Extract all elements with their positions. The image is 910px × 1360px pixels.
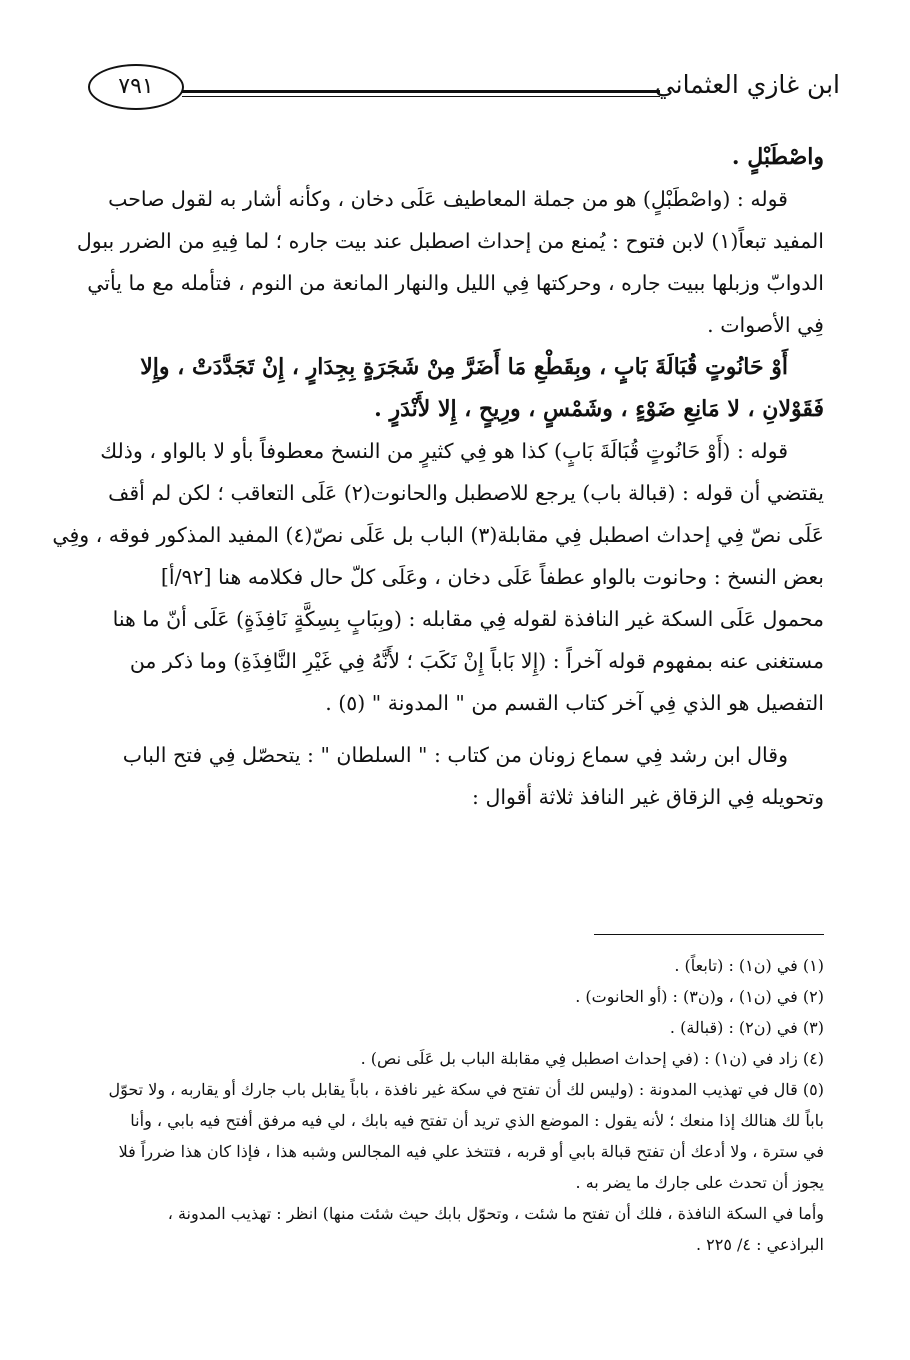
- footnote-continuation: في سترة ، ولا أدعك أن تفتح قبالة بابي أو قربه ، فتتخذ علي فيه المجالس وشبه هذا ، فإذا كان هذا ضرراً فلا: [118, 1142, 824, 1161]
- footnote: (٥) قال في تهذيب المدونة : (وليس لك أن تفتح في سكة غير نافذة ، باباً يقابل باب جارك أو يقاربه ، ولا تحوّل: [108, 1080, 824, 1099]
- text-line: فِي الأصوات .: [707, 313, 824, 337]
- matn-line: واصْطَبْلٍ .: [731, 144, 824, 170]
- text-line: وتحويله فِي الزقاق غير النافذ ثلاثة أقوال :: [472, 785, 824, 809]
- footnote-continuation: البراذعي : ٤/ ٢٢٥ .: [695, 1235, 824, 1254]
- footnote: (٢) في (ن١) ، و(ن٣) : (أو الحانوت) .: [575, 987, 824, 1006]
- matn-line: أَوْ حَانُوتٍ قُبَالَةَ بَابٍ ، وبِقَطْعِ مَا أَضَرَّ مِنْ شَجَرَةٍ بِجِدَارٍ ، إِنْ تَجَدَّدَتْ ، وإِلا: [140, 354, 788, 380]
- header-rule: [182, 90, 660, 93]
- text-line: مستغنى عنه بمفهوم قوله آخراً : (إِلا بَاباً إِنْ نَكَبَ ؛ لأَنَّهُ فِي غَيْرِ النَّافِذَةِ) وما ذكر من: [129, 649, 824, 673]
- text-line: عَلَى نصّ فِي إحداث اصطبل فِي مقابلة(٣) الباب بل عَلَى نصّ(٤) المفيد المذكور فوقه ، وفِي: [52, 523, 824, 547]
- text-line: يقتضي أن قوله : (قبالة باب) يرجع للاصطبل والحانوت(٢) عَلَى التعاقب ؛ لكن لم أقف: [108, 481, 824, 505]
- matn-line: فَقَوْلانِ ، لا مَانِعِ ضَوْءٍ ، وشَمْسٍ ، ورِيحٍ ، إِلا لأَنْدَرٍ .: [374, 396, 824, 422]
- footnote-continuation: وأما في السكة النافذة ، فلك أن تفتح ما شئت ، وتحوّل بابك حيث شئت منها) انظر : تهذيب المدونة ،: [167, 1204, 824, 1223]
- text-line: بعض النسخ : وحانوت بالواو عطفاً عَلَى دخان ، وعَلَى كلّ حال فكلامه هنا [٩٢/أ]: [160, 565, 824, 589]
- footnote-continuation: يجوز أن تحدث على جارك ما يضر به .: [575, 1173, 824, 1192]
- footnote: (١) في (ن١) : (تابعاً) .: [674, 956, 824, 975]
- text-line: قوله : (أَوْ حَانُوتٍ قُبَالَةَ بَابٍ) كذا هو فِي كثيرٍ من النسخ معطوفاً بأو لا بالواو ، وذلك: [100, 439, 788, 463]
- footnote: (٣) في (ن٢) : (قبالة) .: [669, 1018, 824, 1037]
- text-line: التفصيل هو الذي فِي آخر كتاب القسم من " المدونة " (٥) .: [325, 691, 824, 715]
- footnote-separator: [594, 934, 824, 935]
- text-line: وقال ابن رشد فِي سماع زونان من كتاب : " السلطان " : يتحصّل فِي فتح الباب: [122, 743, 788, 767]
- footnotes: [80, 950, 824, 1260]
- text-line: محمول عَلَى السكة غير النافذة لقوله فِي مقابله : (وبِبَابٍ بِسِكَّةٍ نَافِذَةٍ) عَلَى أنّ ما هنا: [112, 607, 824, 631]
- footnote-continuation: باباً لك هنالك إذا منعك ؛ لأنه يقول : الموضع الذي تريد أن تفتح فيه بابك ، لي فيه مرفق أفتح فيه بابي ، وأنا: [130, 1111, 824, 1130]
- page-number: ٧٩١: [88, 64, 184, 110]
- text-line: قوله : (واصْطَبْلٍ) هو من جملة المعاطيف عَلَى دخان ، وكأنه أشار به لقول صاحب: [108, 187, 788, 211]
- text-line: المفيد تبعاً(١) لابن فتوح : يُمنع من إحداث اصطبل عند بيت جاره ؛ لما فِيهِ من الضرر ببول: [76, 229, 824, 253]
- running-header: [88, 64, 840, 114]
- footnote: (٤) زاد في (ن١) : (في إحداث اصطبل فِي مقابلة الباب بل عَلَى نص) .: [360, 1049, 824, 1068]
- header-title: ابن غازي العثماني: [654, 70, 840, 99]
- header-rule-thin: [182, 96, 660, 97]
- main-text: [52, 136, 824, 818]
- text-line: الدوابّ وزبلها ببيت جاره ، وحركتها فِي الليل والنهار المانعة من النوم ، فتأمله مع ما يأتي: [87, 271, 824, 295]
